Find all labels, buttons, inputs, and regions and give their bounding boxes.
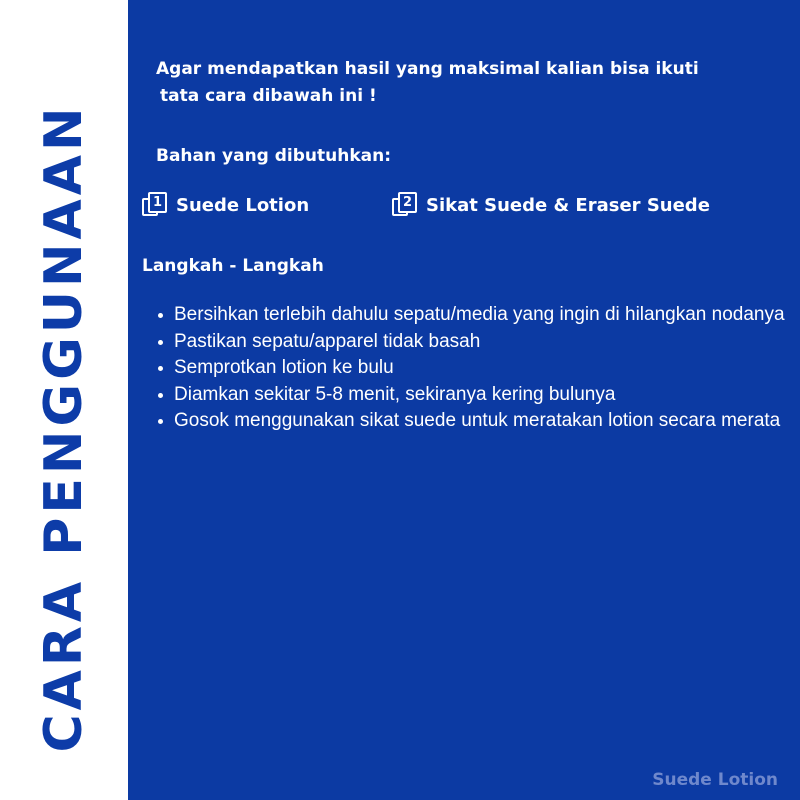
bullet-icon [158,419,163,424]
material-item-2 [392,192,710,218]
list-item [158,382,788,409]
intro-line-1: Agar mendapatkan hasil yang maksimal kalian bisa ikuti [156,59,699,79]
list-item [158,329,788,356]
sidebar [0,0,128,800]
step-text: Diamkan sekitar 5-8 menit, sekiranya kering bulunya [174,383,616,405]
list-item [158,408,788,435]
content-panel [128,0,800,800]
step-text: Semprotkan lotion ke bulu [174,357,394,378]
bullet-icon [158,340,163,345]
numbered-square-icon [142,192,168,218]
numbered-square-icon [392,192,418,218]
intro-line-2: tata cara dibawah ini ! [160,86,377,106]
step-text: Pastikan sepatu/apparel tidak basah [174,330,481,352]
materials-heading: Bahan yang dibutuhkan: [156,146,392,166]
steps-list [158,302,788,435]
material-number-2: 2 [398,192,417,213]
bullet-icon [158,313,163,318]
material-label-1: Suede Lotion [176,194,310,216]
list-item [158,302,788,329]
intro-text [156,56,756,110]
material-number-1: 1 [148,192,167,213]
page-title: CARA PENGGUNAAN [34,103,94,753]
material-item-1 [142,192,309,218]
list-item [158,355,788,382]
step-text: Bersihkan terlebih dahulu sepatu/media yang ingin di hilangkan nodanya [174,304,785,325]
material-label-2: Sikat Suede & Eraser Suede [426,194,710,216]
steps-heading: Langkah - Langkah [142,256,324,276]
bullet-icon [158,366,163,371]
step-text: Gosok menggunakan sikat suede untuk meratakan lotion secara merata [174,410,781,431]
bullet-icon [158,393,163,398]
watermark: Suede Lotion [652,770,778,790]
